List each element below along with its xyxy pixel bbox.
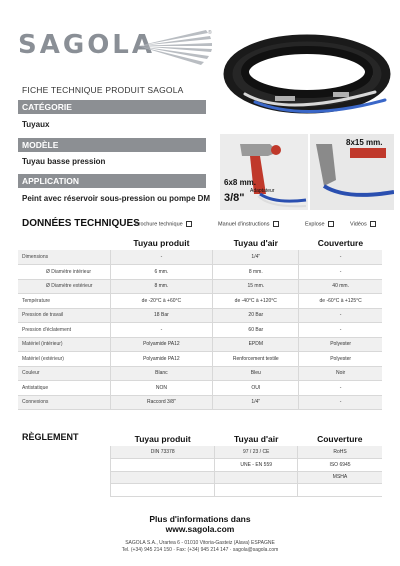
- category-header: CATÉGORIE: [18, 100, 206, 114]
- table-row: Antistatique NON OUI -: [18, 381, 382, 396]
- doc-manual[interactable]: Manuel d'instructions: [218, 221, 279, 227]
- col-header-air: Tuyau d'air: [233, 238, 278, 248]
- table-row: Ø Diamètre intérieur 6 mm. 8 mm. -: [18, 265, 382, 280]
- more-info-text: Plus d'informations dans: [149, 514, 251, 524]
- regulation-title: RÈGLEMENT: [22, 432, 79, 442]
- exploded-checkbox[interactable]: [328, 221, 334, 227]
- table-row: Pression de travail 18 Bar 20 Bar -: [18, 308, 382, 323]
- registered-mark: ®: [208, 30, 212, 36]
- hose-coil-image: [215, 22, 395, 132]
- table-row: MSHA: [111, 471, 383, 484]
- table-row: Connexions Raccord 3/8" 1/4" -: [18, 395, 382, 410]
- table-row: Matériel (extérieur) Polyamide PA12 Renforcement textile Polyester: [18, 352, 382, 367]
- company-contact: Tel. (+34) 945 214 150 · Fax: (+34) 945 214 147 · sagola@sagola.com: [121, 547, 279, 553]
- col-header-cover: Couverture: [317, 238, 364, 248]
- hose-connector-image: [310, 134, 394, 210]
- reg-col-product: Tuyau produit: [134, 434, 191, 444]
- sagola-rays-icon: [136, 26, 216, 66]
- doc-exploded[interactable]: Explose: [305, 221, 334, 227]
- table-row: UNE - EN 559 ISO 6945: [111, 459, 383, 472]
- model-header: MODÈLE: [18, 138, 206, 152]
- videos-checkbox[interactable]: [370, 221, 376, 227]
- col-header-product: Tuyau produit: [133, 238, 190, 248]
- brochure-checkbox[interactable]: [186, 221, 192, 227]
- table-row: Température de -20°C à +60°C de -40°C à +120°C de -60°C à +125°C: [18, 294, 382, 309]
- sagola-logo: [18, 22, 218, 70]
- model-value: Tuyau basse pression: [22, 157, 106, 166]
- doc-videos[interactable]: Vidéos: [350, 221, 376, 227]
- category-value: Tuyaux: [22, 120, 50, 129]
- nozzle-size-label: 8x15 mm.: [346, 138, 383, 147]
- tech-data-title: DONNÉES TECHNIQUES: [22, 218, 140, 229]
- table-row: Matériel (intérieur) Polyamide PA12 EPDM Polyester: [18, 337, 382, 352]
- reg-col-air: Tuyau d'air: [234, 434, 279, 444]
- fiche-title: FICHE TECHNIQUE PRODUIT SAGOLA: [22, 85, 184, 95]
- table-row: DIN 73378 97 / 23 / CE RoHS: [111, 446, 383, 459]
- table-row: [111, 484, 383, 497]
- table-row: Pression d'éclatement - 60 Bar -: [18, 323, 382, 338]
- doc-brochure[interactable]: Brochure technique: [135, 221, 192, 227]
- adapter-label: Adaptateur: [250, 188, 275, 194]
- company-address: SAGOLA S.A., Urartea 6 - 01010 Vitoria-Gasteiz (Alava) ESPAGNE: [125, 540, 275, 546]
- spray-gun-image: [220, 134, 308, 210]
- application-value: Peint avec réservoir sous-pression ou pompe DM: [22, 194, 211, 203]
- adapter-size-label: 3/8": [224, 192, 245, 204]
- table-row: Ø Diamètre extérieur 8 mm. 15 mm. 40 mm.: [18, 279, 382, 294]
- reg-col-cover: Couverture: [317, 434, 363, 444]
- regulation-table: [110, 432, 382, 497]
- application-header: APPLICATION: [18, 174, 206, 188]
- table-row: Couleur Blanc Bleu Noir: [18, 366, 382, 381]
- manual-checkbox[interactable]: [273, 221, 279, 227]
- tech-corner: [18, 236, 110, 250]
- table-row: Dimensions - 1/4" -: [18, 250, 382, 265]
- brand-name: SAGOLA: [18, 30, 155, 60]
- website-link[interactable]: www.sagola.com: [165, 524, 235, 534]
- tech-data-table: [18, 236, 382, 410]
- gun-size-label: 6x8 mm.: [224, 178, 257, 187]
